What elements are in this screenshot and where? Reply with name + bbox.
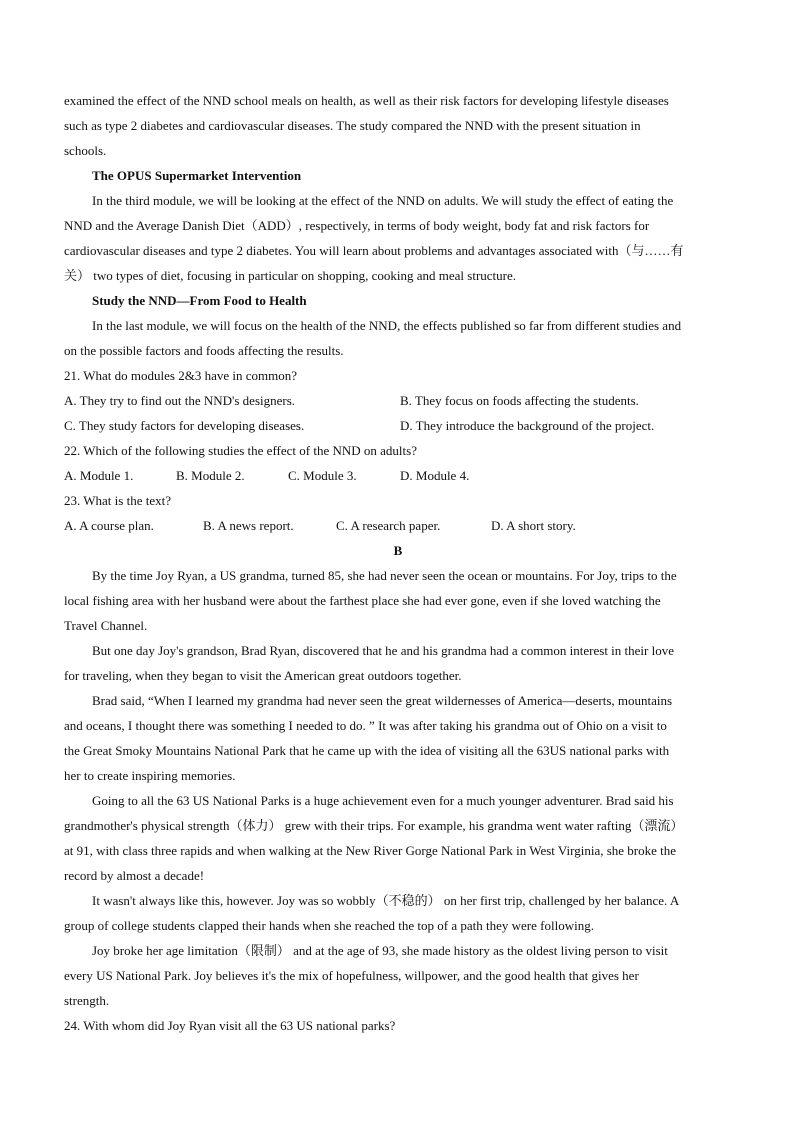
passage-b-paragraph-4	[64, 788, 732, 888]
text-line: such as type 2 diabetes and cardiovascular diseases. The study compared the NND with the present situation in	[64, 118, 641, 133]
option-c: C. A research paper.	[336, 518, 441, 533]
intro-paragraph	[64, 88, 732, 163]
option-a: A. A course plan.	[64, 518, 154, 533]
question-text: 21. What do modules 2&3 have in common?	[64, 368, 297, 383]
text-line: By the time Joy Ryan, a US grandma, turned 85, she had never seen the ocean or mountains. For Joy, trips to the	[92, 568, 677, 583]
question-22	[64, 438, 732, 488]
text-line: local fishing area with her husband were about the farthest place she had ever gone, even if she loved watching the	[64, 593, 661, 608]
module3-heading: The OPUS Supermarket Intervention	[92, 168, 302, 183]
text-line: at 91, with class three rapids and when walking at the New River Gorge National Park in West Virginia, she broke the	[64, 843, 677, 858]
text-line: grandmother's physical strength（体力） grew with their trips. For example, his grandma went water rafting（漂流）	[64, 818, 684, 833]
text-line: and oceans, I thought there was something I needed to do. ” It was after taking his grandma out of Ohio on a visit to	[64, 718, 667, 733]
module4-paragraph	[64, 313, 732, 363]
option-b: B. They focus on foods affecting the students.	[400, 393, 639, 408]
passage-b-paragraph-3	[64, 688, 732, 788]
text-line: cardiovascular diseases and type 2 diabetes. You will learn about problems and advantages associated with（与……有	[64, 243, 684, 258]
option-c: C. Module 3.	[288, 468, 357, 483]
passage-b-paragraph-2	[64, 638, 732, 688]
question-text: 23. What is the text?	[64, 493, 171, 508]
question-24: 24. With whom did Joy Ryan visit all the 63 US national parks?	[64, 1018, 396, 1033]
option-c: C. They study factors for developing diseases.	[64, 418, 305, 433]
text-line: Brad said, “When I learned my grandma had never seen the great wildernesses of America—deserts, mountains	[92, 693, 673, 708]
module3-paragraph	[64, 188, 732, 288]
text-line: her to create inspiring memories.	[64, 768, 236, 783]
text-line: schools.	[64, 143, 107, 158]
passage-b-paragraph-6	[64, 938, 732, 1013]
option-a: A. They try to find out the NND's designers.	[64, 393, 296, 408]
text-line: Going to all the 63 US National Parks is a huge achievement even for a much younger adventurer. Brad said his	[92, 793, 674, 808]
passage-b-paragraph-5	[64, 888, 732, 938]
text-line: examined the effect of the NND school meals on health, as well as their risk factors for developing lifestyle diseases	[64, 93, 669, 108]
question-23	[64, 488, 732, 538]
text-line: on the possible factors and foods affecting the results.	[64, 343, 344, 358]
text-line: group of college students clapped their hands when she reached the top of a path they were following.	[64, 918, 594, 933]
section-b-title: B	[393, 543, 403, 558]
option-d: D. Module 4.	[400, 468, 470, 483]
text-line: It wasn't always like this, however. Joy was so wobbly（不稳的） on her first trip, challenged by her balance. A	[92, 893, 680, 908]
question-text: 22. Which of the following studies the effect of the NND on adults?	[64, 443, 417, 458]
option-a: A. Module 1.	[64, 468, 134, 483]
passage-b-paragraph-1	[64, 563, 732, 638]
text-line: Travel Channel.	[64, 618, 148, 633]
question-21	[64, 363, 732, 438]
text-line: every US National Park. Joy believes it's the mix of hopefulness, willpower, and the good health that gives her	[64, 968, 639, 983]
text-line: the Great Smoky Mountains National Park that he came up with the idea of visiting all the 63US national parks with	[64, 743, 670, 758]
text-line: for traveling, when they began to visit the American great outdoors together.	[64, 668, 462, 683]
text-line: Joy broke her age limitation（限制） and at the age of 93, she made history as the oldest living person to visit	[92, 943, 668, 958]
text-line: record by almost a decade!	[64, 868, 205, 883]
text-line: In the third module, we will be looking at the effect of the NND on adults. We will study the effect of eating the	[92, 193, 674, 208]
text-line: But one day Joy's grandson, Brad Ryan, discovered that he and his grandma had a common interest in their love	[92, 643, 674, 658]
option-b: B. Module 2.	[176, 468, 245, 483]
text-line: strength.	[64, 993, 110, 1008]
text-line: NND and the Average Danish Diet（ADD）, respectively, in terms of body weight, body fat and risk factors for	[64, 218, 650, 233]
option-d: D. A short story.	[491, 518, 576, 533]
text-line: 关） two types of diet, focusing in particular on shopping, cooking and meal structure.	[64, 268, 517, 283]
module4-heading: Study the NND—From Food to Health	[92, 293, 307, 308]
text-line: In the last module, we will focus on the health of the NND, the effects published so far from different studies and	[92, 318, 682, 333]
option-d: D. They introduce the background of the project.	[400, 418, 655, 433]
document-page	[64, 88, 732, 1038]
option-b: B. A news report.	[203, 518, 294, 533]
